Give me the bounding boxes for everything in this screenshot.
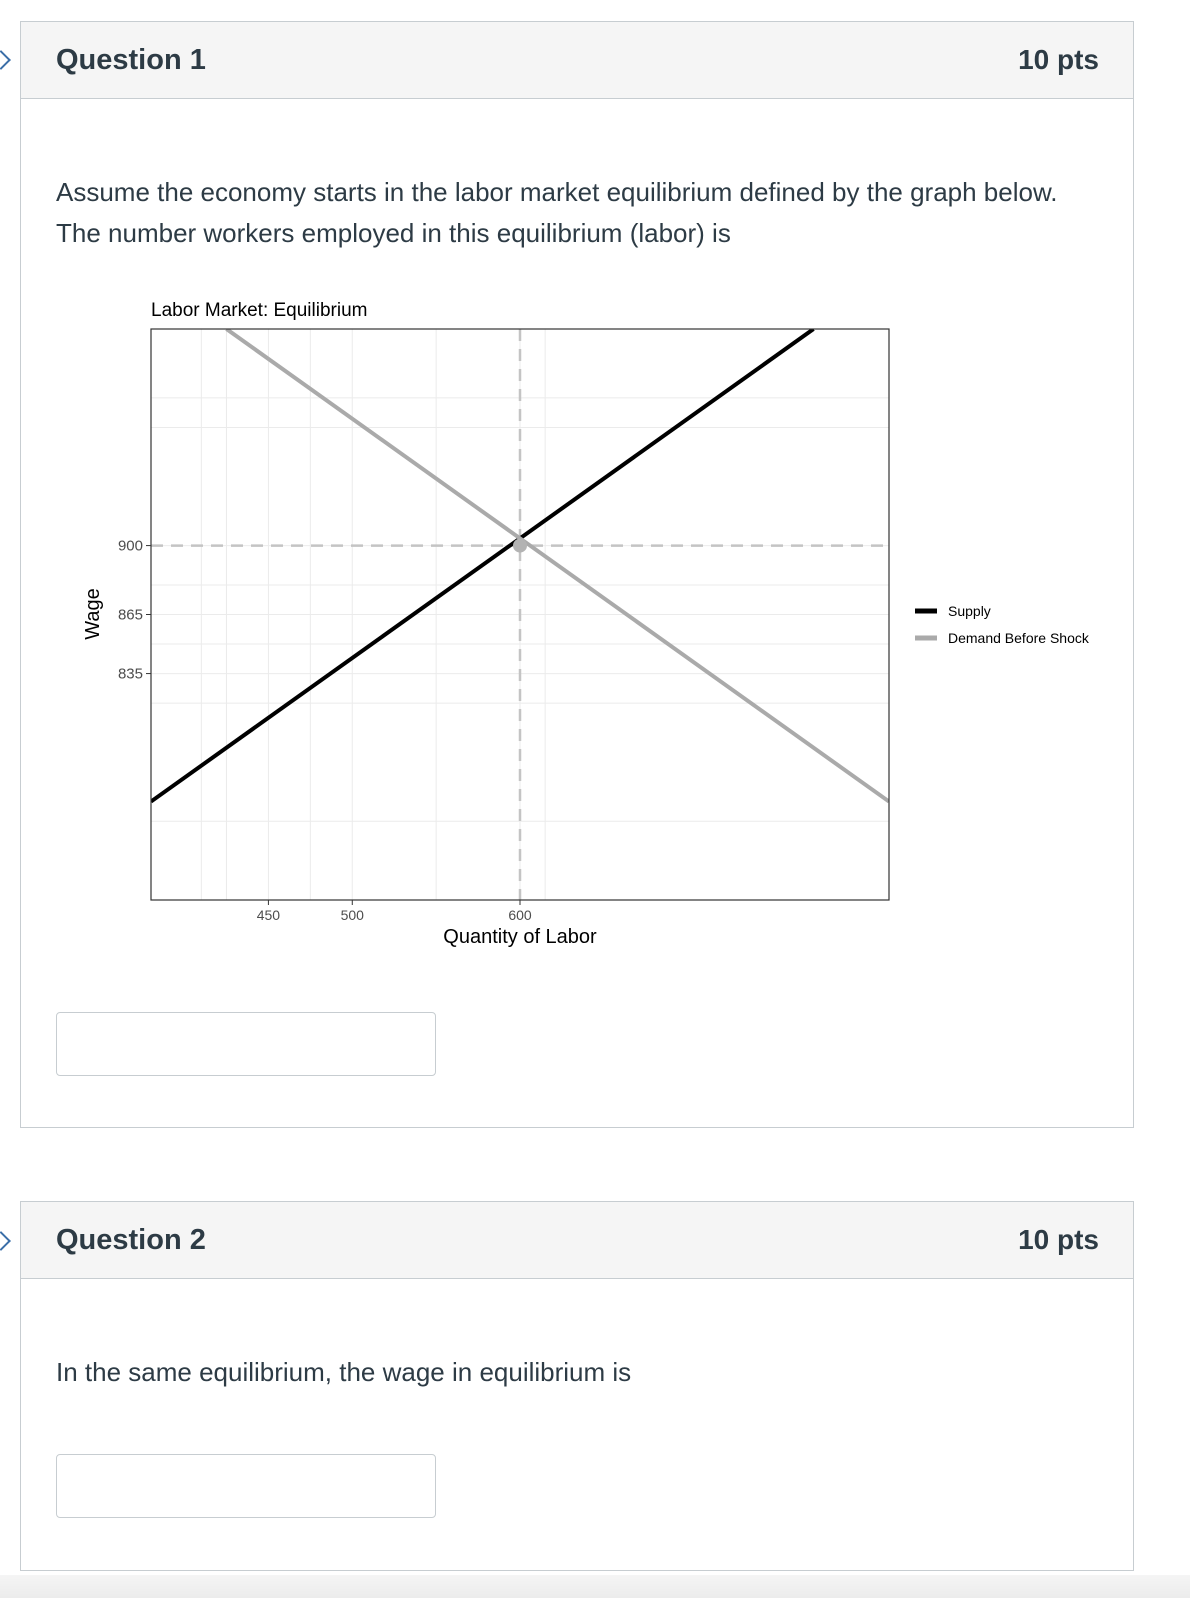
question-2-points: 10 pts xyxy=(1018,1224,1099,1255)
page-bottom-edge xyxy=(0,1575,1190,1598)
x-tick-label: 500 xyxy=(340,907,364,923)
equilibrium-point xyxy=(513,539,527,553)
question-2-answer-input[interactable] xyxy=(56,1454,436,1518)
supply-line xyxy=(151,329,814,802)
question-1-answer-input[interactable] xyxy=(56,1012,436,1076)
y-axis-label: Wage xyxy=(82,588,104,640)
x-axis-label: Quantity of Labor xyxy=(443,926,597,948)
chart-svg xyxy=(63,197,1103,948)
question-1-title: Question 1 xyxy=(56,43,206,76)
question-1-card xyxy=(20,21,1134,1128)
chevron-right-icon xyxy=(0,50,11,70)
demand-line xyxy=(226,329,889,802)
legend-label: Demand Before Shock xyxy=(948,630,1089,646)
y-tick-label: 865 xyxy=(117,606,143,624)
question-2-title: Question 2 xyxy=(56,1223,206,1256)
chevron-right-icon xyxy=(0,1231,11,1251)
question-2-text: In the same equilibrium, the wage in equilibrium is xyxy=(56,1357,632,1387)
labor-market-chart xyxy=(63,197,1103,948)
y-tick-label: 835 xyxy=(117,665,143,683)
question-2-card xyxy=(20,1201,1134,1571)
question-1-header xyxy=(21,22,1133,99)
chart-title: Labor Market: Equilibrium xyxy=(151,300,368,321)
x-tick-label: 600 xyxy=(508,907,532,923)
question-2-header xyxy=(21,1202,1133,1279)
x-tick-label: 450 xyxy=(256,907,281,923)
y-tick-label: 900 xyxy=(117,537,143,555)
legend-label: Supply xyxy=(948,603,991,619)
question-1-text: Assume the economy starts in the labor market equilibrium defined by the graph below. The number workers employed in this equilibrium (labor) is xyxy=(56,177,1058,248)
question-1-points: 10 pts xyxy=(1018,44,1099,75)
